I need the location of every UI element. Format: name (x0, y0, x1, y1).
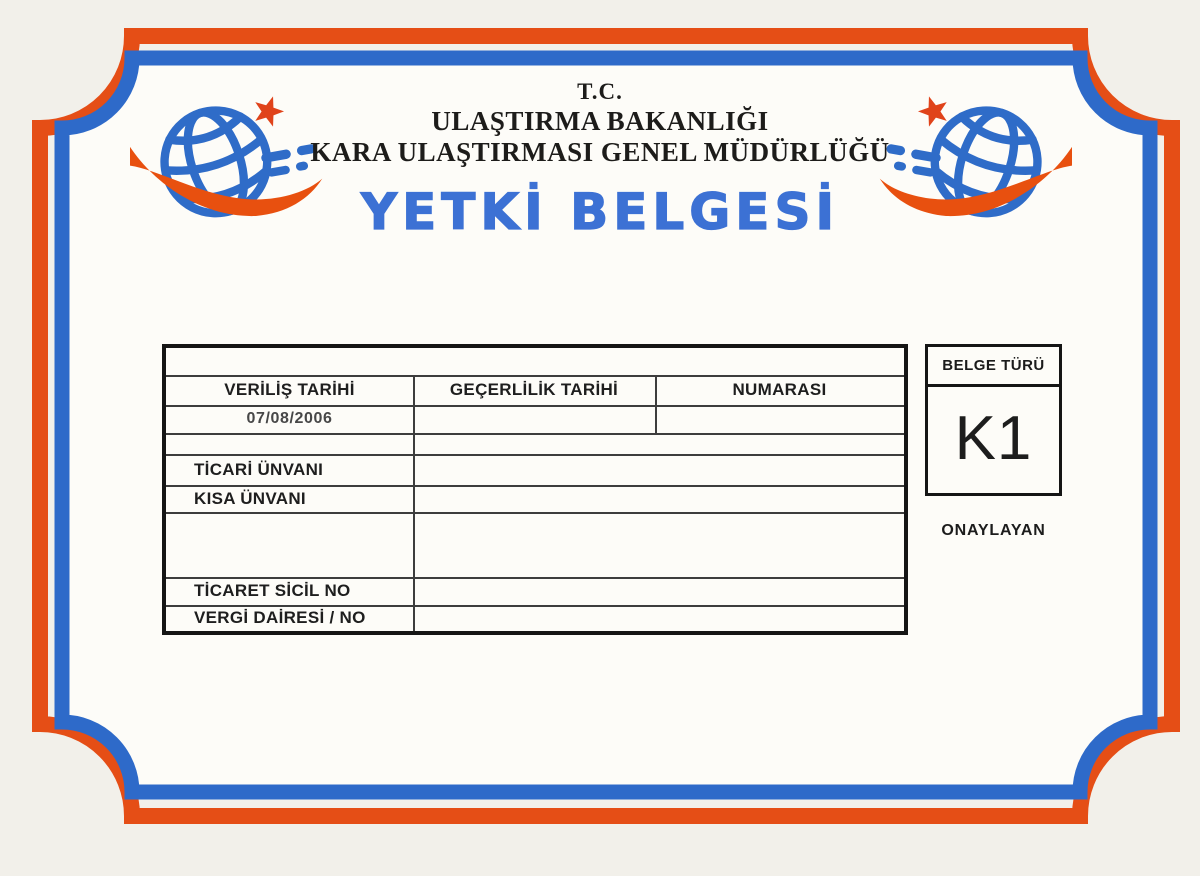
header-block (150, 78, 1050, 241)
document-type-code: K1 (954, 404, 1033, 473)
column-header-gecerlilik-tarihi: GEÇERLİLİK TARİHİ (449, 380, 619, 399)
field-label-ticaret-sicil-no: TİCARET SİCİL NO (194, 581, 351, 600)
document-type-label: BELGE TÜRÜ (928, 347, 1059, 387)
country-abbreviation: T.C. (577, 79, 623, 104)
column-header-verilis-tarihi: VERİLİŞ TARİHİ (224, 380, 355, 399)
document-title: YETKİ BELGESİ (360, 183, 840, 241)
table-column-divider (413, 375, 415, 631)
ministry-name: ULAŞTIRMA BAKANLIĞI (431, 106, 769, 136)
field-label-kisa-unvani: KISA ÜNVANI (194, 489, 306, 508)
approver-label: ONAYLAYAN (941, 522, 1046, 539)
field-label-vergi-dairesi-no: VERGİ DAİRESİ / NO (194, 608, 366, 627)
issue-date-value: 07/08/2006 (246, 410, 333, 427)
document-type-box (925, 344, 1062, 496)
field-label-ticari-unvani: TİCARİ ÜNVANI (194, 460, 324, 479)
table-rule (166, 433, 904, 435)
column-header-numarasi: NUMARASI (732, 380, 827, 399)
directorate-name: KARA ULAŞTIRMASI GENEL MÜDÜRLÜĞÜ (310, 137, 890, 167)
table-rule (166, 512, 904, 514)
certificate-table (162, 344, 908, 635)
